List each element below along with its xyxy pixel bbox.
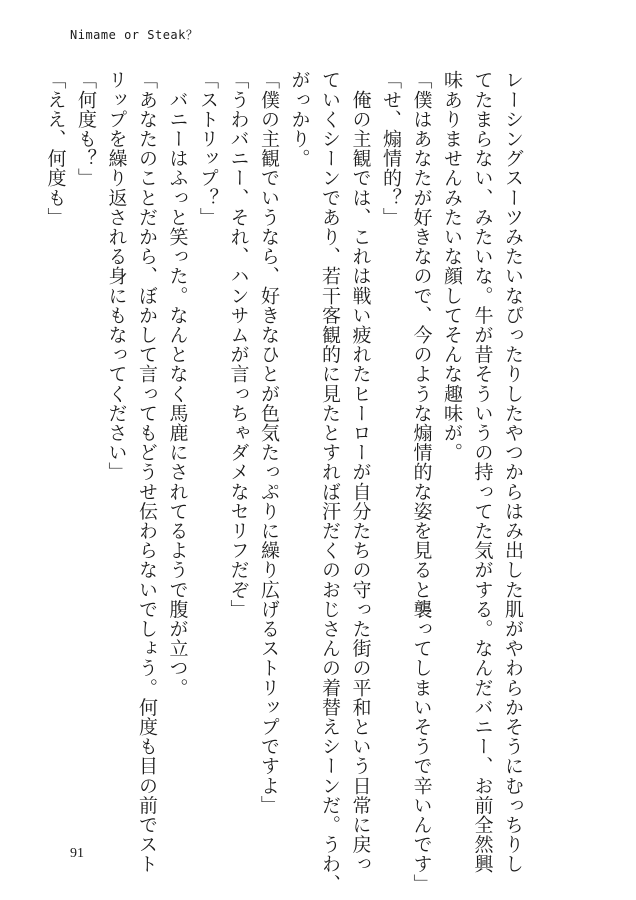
text-line: がっかり。	[288, 70, 311, 168]
text-line: 「何度も？」	[75, 70, 97, 188]
text-line: 味ありませんみたいな顔してそんな趣味が。	[441, 70, 463, 462]
text-line: バニーはふっと笑った。なんとなく馬鹿にされてるようで腹が立つ。	[166, 70, 189, 698]
text-line: 「あなたのことだから、ぼかして言ってもどうせ伝わらないでしょう。何度も目の前でスト	[136, 70, 158, 874]
text-line: てたまらない、みたいな。牛が昔そういうの持ってた気がする。なんだバニー、お前全然興	[471, 70, 494, 874]
page-number: 91	[70, 846, 84, 861]
text-line: 「僕の主観でいうなら、好きなひとが色気たっぷりに繰り広げるストリップですよ」	[258, 70, 280, 815]
text-line: 「僕はあなたが好きなので、今のような煽情的な姿を見ると襲ってしまいそうで辛いんです」	[410, 70, 433, 894]
text-line: 俺の主観では、これは戦い疲れたヒーローが自分たちの守った街の平和という日常に戻っ	[349, 70, 372, 874]
text-line: ていくシーンであり、若干客観的に見たとすれば汗だくのおじさんの着替えシーンだ。うわ、	[319, 70, 341, 894]
text-line: リップを繰り返される身にもなってください」	[105, 70, 128, 482]
text-line: 「ええ、何度も」	[44, 70, 67, 227]
text-line: 「ストリップ？」	[197, 70, 219, 227]
text-line: 「うわバニー、それ、ハンサムが言っちゃダメなセリフだぞ」	[227, 70, 250, 619]
text-line: 「せ、煽情的？」	[380, 70, 402, 227]
text-line: レーシングスーツみたいなぴったりしたやつからはみ出した肌がやわらかそうにむっちりし	[502, 70, 524, 874]
running-header: Nimame or Steak？	[70, 28, 199, 42]
